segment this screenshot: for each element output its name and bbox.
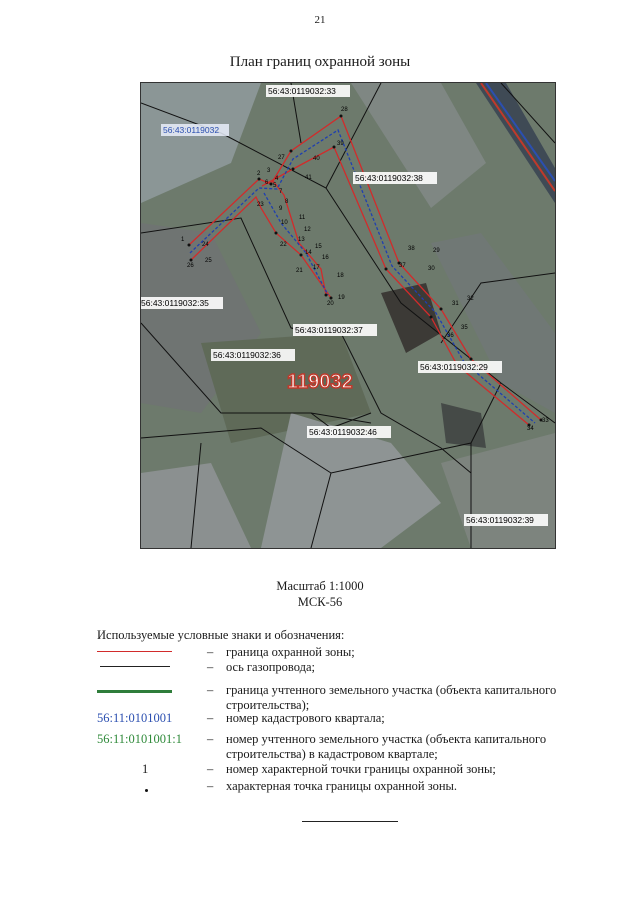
point-label: 5 [273, 183, 277, 189]
point-label: 1 [181, 237, 185, 243]
point-label: 7 [279, 189, 283, 195]
point-label: 30 [428, 266, 435, 272]
legend-text: граница учтенного земельного участка (объекта капитального строительства); [226, 683, 557, 712]
scale-text: Масштаб 1:1000 [276, 579, 364, 593]
legend-text: характерная точка границы охранной зоны. [226, 779, 458, 793]
point-label: 9 [279, 206, 283, 212]
parcel-label: 56:43:0119032:36 [213, 350, 281, 360]
point-label: 18 [337, 273, 344, 279]
point-label: 36 [447, 333, 454, 339]
point-label: 33 [542, 418, 549, 424]
point-label: 8 [285, 199, 289, 205]
quarter-watermark: 119032 [287, 371, 353, 393]
point-label: 12 [304, 227, 311, 233]
point-label: 41 [305, 175, 312, 181]
parcel-label: 56:43:0119032:39 [466, 515, 534, 525]
quarter-label: 56:43:0119032 [163, 125, 220, 135]
legend-text: граница охранной зоны; [226, 645, 355, 659]
document-title: План границ охранной зоны [229, 54, 411, 70]
legend-text: номер учтенного земельного участка (объекта капитального строительства) в кадастровом квартале; [226, 732, 547, 761]
parcel-label: 56:43:0119032:37 [295, 325, 363, 335]
legend-item: 56:11:0101001:1 – номер учтенного земельного участка (объекта капитального строительства) в кадастровом квартале; [97, 732, 597, 764]
legend-item: – характерная точка границы охранной зоны. [97, 779, 597, 795]
legend-item: 1 – номер характерной точки границы охранной зоны; [97, 762, 597, 778]
point-label: 34 [527, 426, 534, 432]
protection-zone-map [140, 82, 556, 549]
point-label: 27 [278, 155, 285, 161]
point-label: 37 [399, 263, 406, 269]
point-label: 24 [202, 242, 209, 248]
legend-text: ось газопровода; [226, 660, 316, 674]
map-canvas [141, 83, 555, 548]
parcel-label: 56:43:0119032:29 [420, 362, 488, 372]
legend-title: Используемые условные знаки и обозначения: [97, 628, 345, 642]
point-label: 3 [267, 168, 271, 174]
point-label: 17 [313, 265, 320, 271]
legend-item: – ось газопровода; [97, 660, 597, 676]
legend-item: – граница учтенного земельного участка (объекта капитального строительства); [97, 683, 597, 715]
parcel-label: 56:43:0119032:35 [141, 298, 209, 308]
point-label: 23 [257, 202, 264, 208]
parcel-label: 56:43:0119032:46 [309, 427, 377, 437]
legend-text: номер кадастрового квартала; [226, 711, 385, 725]
point-label: 19 [338, 295, 345, 301]
point-label: 26 [187, 263, 194, 269]
point-label: 11 [299, 215, 306, 221]
point-label: 32 [467, 296, 474, 302]
point-label: 39 [337, 141, 344, 147]
legend-symbol-point-number: 1 [142, 762, 149, 776]
point-label: 2 [257, 171, 261, 177]
legend-symbol-parcel-code: 56:11:0101001:1 [97, 732, 182, 746]
scale-block [0, 578, 640, 610]
legend-text: номер характерной точки границы охранной зоны; [226, 762, 496, 776]
point-label: 20 [327, 301, 334, 307]
point-label: 22 [280, 242, 287, 248]
parcel-label: 56:43:0119032:33 [268, 86, 336, 96]
legend-item: – граница охранной зоны; [97, 645, 597, 661]
legend-item: 56:11:0101001 – номер кадастрового квартала; [97, 711, 597, 727]
point-label: 6 [265, 180, 269, 186]
point-label: 4 [275, 176, 279, 182]
point-label: 25 [205, 258, 212, 264]
legend-symbol-quarter-code: 56:11:0101001 [97, 711, 173, 725]
point-label: 38 [408, 246, 415, 252]
point-label: 16 [322, 255, 329, 261]
point-label: 35 [461, 325, 468, 331]
point-label: 29 [433, 248, 440, 254]
point-label: 28 [341, 107, 348, 113]
point-label: 14 [305, 250, 312, 256]
point-label: 13 [298, 237, 305, 243]
point-label: 31 [452, 301, 459, 307]
parcel-label: 56:43:0119032:38 [355, 173, 423, 183]
point-label: 40 [313, 156, 320, 162]
point-label: 15 [315, 244, 322, 250]
point-label: 21 [296, 268, 303, 274]
coordinate-system: МСК-56 [297, 595, 343, 609]
page-number: 21 [314, 14, 326, 26]
point-label: 10 [281, 220, 288, 226]
footer-divider [302, 821, 398, 822]
